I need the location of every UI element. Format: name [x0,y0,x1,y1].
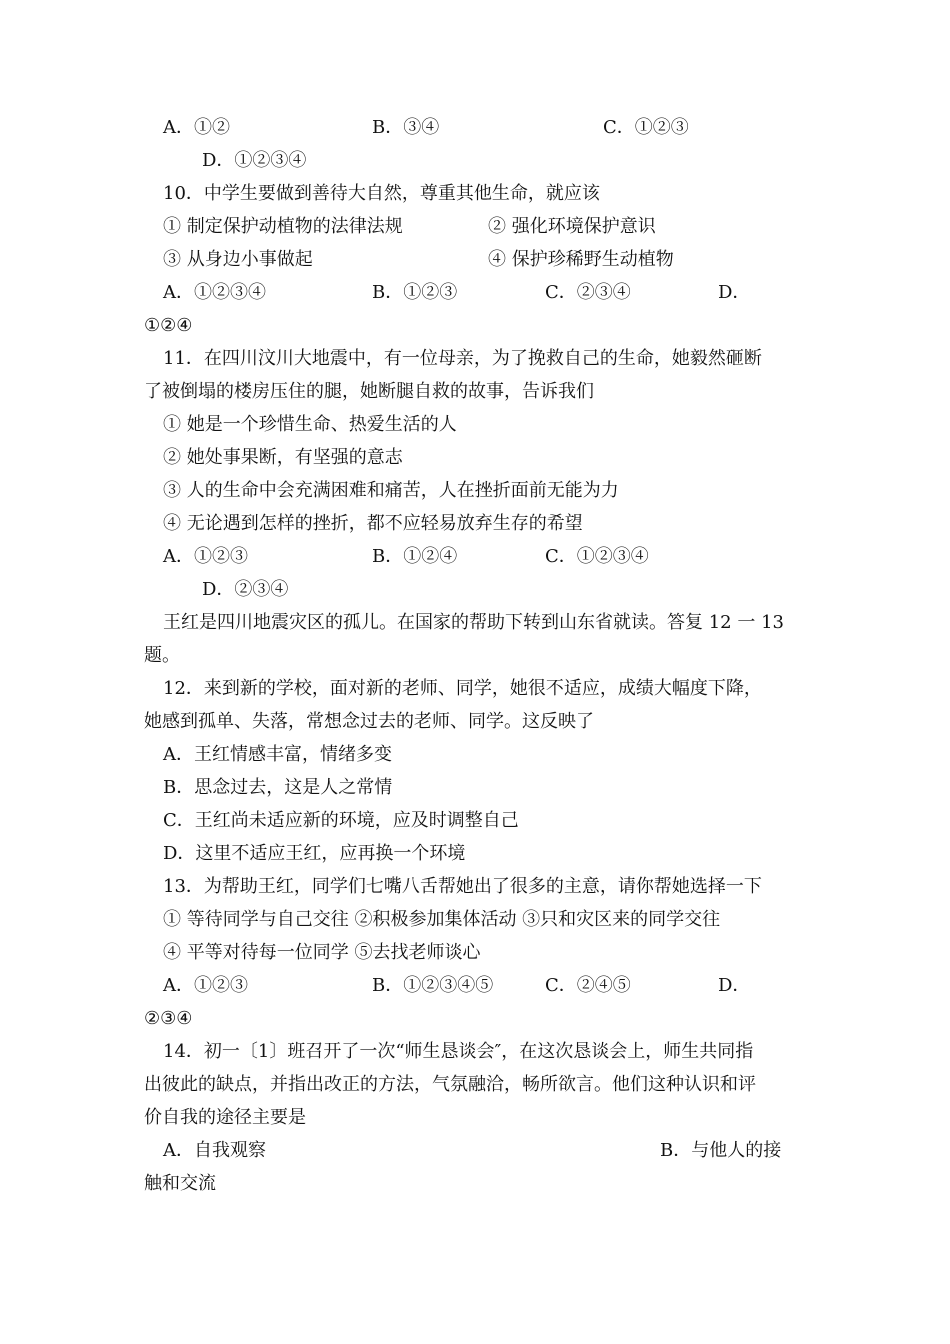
q11-item-2: ② 她处事果断，有坚强的意志 [163,447,403,468]
q13-option-d-cont: ②③④ [144,1008,193,1029]
q10-stem: 10．中学生要做到善待大自然，尊重其他生命，就应该 [163,183,600,204]
q11-option-a: A．①②③ [163,546,248,567]
q10-option-d-cont: ①②④ [144,315,193,336]
q12-stem-1: 12．来到新的学校，面对新的老师、同学，她很不适应，成绩大幅度下降， [163,678,762,699]
q12-option-b: B．思念过去，这是人之常情 [163,777,393,798]
q10-option-a: A．①②③④ [163,282,266,303]
q9-option-c: C．①②③ [603,117,689,138]
q11-stem-1: 11．在四川汶川大地震中，有一位母亲，为了挽救自己的生命，她毅然砸断 [163,348,762,369]
q14-option-b-cont: 触和交流 [144,1173,216,1194]
q12-stem-2: 她感到孤单、失落，常想念过去的老师、同学。这反映了 [144,711,594,732]
q11-item-3: ③ 人的生命中会充满困难和痛苦，人在挫折面前无能为力 [163,480,619,501]
q13-option-b: B．①②③④⑤ [372,975,494,996]
q13-option-c: C．②④⑤ [545,975,631,996]
q10-option-c: C．②③④ [545,282,631,303]
q14-option-b: B．与他人的接 [660,1140,782,1161]
q11-stem-2: 了被倒塌的楼房压住的腿，她断腿自救的故事，告诉我们 [144,381,594,402]
context-line-2: 题。 [144,645,180,666]
q14-stem-2: 出彼此的缺点，并指出改正的方法，气氛融洽，畅所欲言。他们这种认识和评 [144,1074,756,1095]
q13-stem: 13．为帮助王红，同学们七嘴八舌帮她出了很多的主意，请你帮她选择一下 [163,876,762,897]
q11-option-b: B．①②④ [372,546,458,567]
q10-item-3: ③ 从身边小事做起 [163,249,313,270]
q14-option-a: A．自我观察 [163,1140,266,1161]
q13-items-1: ① 等待同学与自己交往 ②积极参加集体活动 ③只和灾区来的同学交往 [163,909,721,930]
q14-stem-1: 14．初一〔1〕班召开了一次“师生恳谈会″，在这次恳谈会上，师生共同指 [163,1041,754,1062]
q10-option-b: B．①②③ [372,282,458,303]
q10-item-2: ② 强化环境保护意识 [488,216,656,237]
q9-option-d: D．①②③④ [202,150,307,171]
q13-items-2: ④ 平等对待每一位同学 ⑤去找老师谈心 [163,942,481,963]
q14-stem-3: 价自我的途径主要是 [144,1107,306,1128]
q11-option-c: C．①②③④ [545,546,649,567]
q13-option-d: D． [718,975,751,996]
q13-option-a: A．①②③ [163,975,248,996]
q10-item-4: ④ 保护珍稀野生动植物 [488,249,674,270]
q11-item-4: ④ 无论遇到怎样的挫折，都不应轻易放弃生存的希望 [163,513,583,534]
q11-item-1: ① 她是一个珍惜生命、热爱生活的人 [163,414,457,435]
q10-option-d: D． [718,282,751,303]
q12-option-d: D．这里不适应王红，应再换一个环境 [163,843,466,864]
q12-option-c: C．王红尚未适应新的环境，应及时调整自己 [163,810,519,831]
q9-option-a: A．①② [163,117,230,138]
context-line-1: 王红是四川地震灾区的孤儿。在国家的帮助下转到山东省就读。答复 12 一 13 [163,612,784,633]
q9-option-b: B．③④ [372,117,440,138]
q10-item-1: ① 制定保护动植物的法律法规 [163,216,403,237]
q11-option-d: D．②③④ [202,579,289,600]
q12-option-a: A．王红情感丰富，情绪多变 [163,744,392,765]
